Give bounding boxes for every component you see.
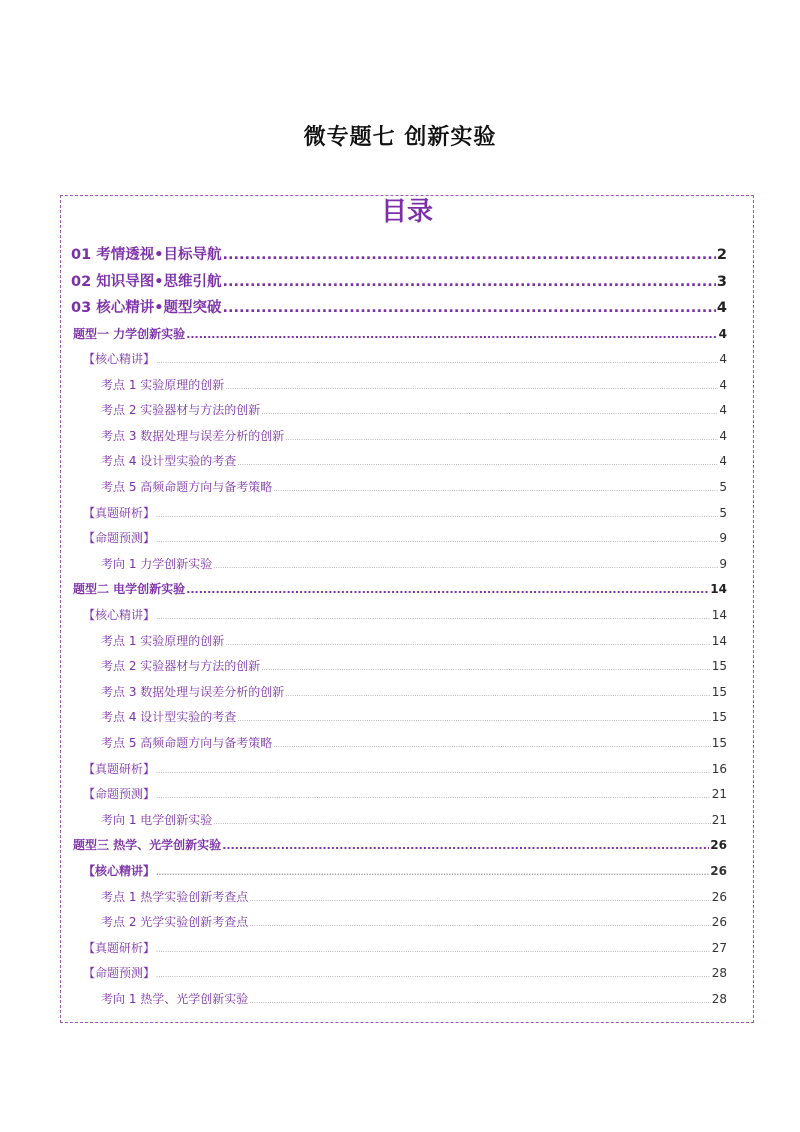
- toc-leader-dots: [237, 451, 718, 477]
- toc-entry-text: 【真题研析】: [83, 505, 156, 520]
- toc-entry[interactable]: [61, 373, 753, 399]
- toc-page-number: 4: [719, 352, 727, 367]
- toc-entry[interactable]: [61, 526, 753, 552]
- toc-leader-dots: [156, 784, 711, 810]
- toc-page-number: 21: [711, 812, 727, 827]
- toc-page-number: 15: [711, 684, 727, 699]
- toc-page-number: 26: [711, 915, 727, 930]
- toc-page-number: 4: [719, 377, 727, 392]
- toc-entry-text: 考点 2 实验器材与方法的创新: [101, 659, 261, 674]
- toc-entry-text: 考点 3 数据处理与误差分析的创新: [101, 428, 285, 443]
- toc-leader-dots: [213, 554, 718, 580]
- toc-page-number: 9: [719, 531, 727, 546]
- toc-page-number: 4: [719, 454, 727, 469]
- toc-leader-dots: [186, 322, 717, 348]
- document-title: 微专题七 创新实验: [303, 125, 497, 150]
- toc-entry-text: 考向 1 力学创新实验: [101, 556, 213, 571]
- toc-heading: 目录: [380, 197, 433, 227]
- toc-leader-dots: [261, 400, 718, 426]
- toc-leader-dots: [225, 375, 718, 401]
- toc-entry[interactable]: [61, 987, 753, 1013]
- toc-entry[interactable]: [61, 680, 753, 706]
- toc-entry-text: 【核心精讲】: [83, 863, 156, 878]
- toc-leader-dots: [156, 349, 718, 375]
- toc-page-number: 4: [718, 326, 727, 341]
- toc-leader-dots: [156, 528, 718, 554]
- toc-entry-text: 【命题预测】: [83, 966, 156, 981]
- toc-page-number: 15: [711, 659, 727, 674]
- table-of-contents: [60, 195, 754, 1023]
- toc-page-number: 26: [711, 889, 727, 904]
- toc-page-number: 16: [711, 761, 727, 776]
- toc-page-number: 3: [716, 273, 727, 290]
- toc-leader-dots: [156, 938, 711, 964]
- toc-entry[interactable]: [61, 731, 753, 757]
- toc-leader-dots: [261, 656, 710, 682]
- toc-entry-text: 题型一 力学创新实验: [73, 326, 186, 341]
- toc-page-number: 9: [719, 556, 727, 571]
- toc-entry[interactable]: [61, 322, 753, 348]
- toc-entry[interactable]: [61, 552, 753, 578]
- toc-leader-dots: [186, 577, 709, 603]
- toc-page-number: 4: [719, 428, 727, 443]
- toc-page-number: 28: [711, 991, 727, 1006]
- toc-entry[interactable]: [61, 910, 753, 936]
- toc-entry-text: 01 考情透视•目标导航: [71, 247, 222, 263]
- toc-leader-dots: [223, 269, 716, 296]
- toc-leader-dots: [249, 887, 710, 913]
- toc-page-number: 14: [711, 633, 727, 648]
- toc-entry-text: 考点 5 高频命题方向与备考策略: [101, 736, 273, 750]
- toc-page-number: 26: [710, 863, 727, 878]
- toc-page-number: 27: [711, 940, 727, 955]
- toc-entry[interactable]: [61, 347, 753, 373]
- toc-leader-dots: [285, 426, 718, 452]
- toc-entry-text: 考点 1 实验原理的创新: [101, 633, 225, 648]
- toc-entry-text: 考点 4 设计型实验的考查: [101, 710, 237, 725]
- toc-leader-dots: [156, 963, 711, 989]
- toc-entry[interactable]: [61, 269, 753, 296]
- toc-entry[interactable]: [61, 936, 753, 962]
- toc-entry-text: 【命题预测】: [83, 787, 156, 802]
- toc-entry-text: 03 核心精讲•题型突破: [71, 300, 222, 316]
- toc-entry-text: 题型三 热学、光学创新实验: [73, 838, 222, 853]
- toc-entry-text: 【核心精讲】: [83, 352, 156, 367]
- toc-entry-text: 【核心精讲】: [83, 608, 156, 623]
- toc-page-number: 14: [710, 582, 727, 597]
- toc-entry[interactable]: [61, 475, 753, 501]
- toc-entry[interactable]: [61, 424, 753, 450]
- toc-leader-dots: [285, 682, 710, 708]
- toc-entry-text: 考点 1 热学实验创新考查点: [101, 889, 249, 904]
- toc-entry[interactable]: [61, 501, 753, 527]
- toc-leader-dots: [156, 605, 711, 631]
- toc-list: [61, 242, 753, 1013]
- toc-leader-dots: [213, 810, 710, 836]
- toc-entry-text: 考点 1 实验原理的创新: [101, 377, 225, 392]
- toc-entry[interactable]: [61, 757, 753, 783]
- toc-leader-dots: [249, 912, 710, 938]
- toc-page-number: 21: [711, 787, 727, 802]
- toc-page-number: 14: [711, 608, 727, 623]
- toc-entry[interactable]: [61, 398, 753, 424]
- toc-entry-text: 考向 1 热学、光学创新实验: [101, 991, 249, 1006]
- toc-entry[interactable]: [61, 833, 753, 859]
- toc-page-number: 2: [716, 247, 727, 263]
- toc-entry[interactable]: [61, 885, 753, 911]
- toc-entry-text: 考点 4 设计型实验的考查: [101, 454, 237, 469]
- toc-page-number: 28: [711, 966, 727, 981]
- toc-leader-dots: [222, 833, 709, 859]
- toc-entry[interactable]: [61, 961, 753, 987]
- toc-entry-text: 考点 2 光学实验创新考查点: [101, 915, 249, 930]
- toc-entry[interactable]: [61, 629, 753, 655]
- toc-entry[interactable]: [61, 242, 753, 269]
- toc-entry-text: 考点 5 高频命题方向与备考策略: [101, 480, 273, 495]
- toc-entry[interactable]: [61, 808, 753, 834]
- toc-leader-dots: [156, 861, 709, 887]
- toc-leader-dots: [273, 733, 710, 759]
- toc-page-number: 15: [711, 710, 727, 725]
- toc-entry-text: 【命题预测】: [83, 531, 156, 546]
- toc-leader-dots: [156, 503, 718, 529]
- toc-entry-text: 【真题研析】: [83, 940, 156, 955]
- toc-entry[interactable]: [61, 577, 753, 603]
- toc-leader-dots: [237, 707, 710, 733]
- toc-leader-dots: [249, 989, 710, 1015]
- toc-entry-text: 考向 1 电学创新实验: [101, 812, 213, 827]
- toc-entry-text: 题型二 电学创新实验: [73, 582, 186, 597]
- toc-page-number: 4: [716, 300, 727, 316]
- toc-entry-text: 02 知识导图•思维引航: [71, 273, 222, 290]
- toc-page-number: 26: [710, 838, 727, 853]
- toc-entry[interactable]: [61, 859, 753, 885]
- toc-entry-text: 考点 2 实验器材与方法的创新: [101, 403, 261, 418]
- toc-page-number: 15: [711, 736, 727, 750]
- toc-entry[interactable]: [61, 449, 753, 475]
- toc-leader-dots: [273, 477, 718, 503]
- toc-page-number: 5: [719, 480, 727, 495]
- toc-entry[interactable]: [61, 705, 753, 731]
- toc-entry-text: 考点 3 数据处理与误差分析的创新: [101, 684, 285, 699]
- toc-page-number: 4: [719, 403, 727, 418]
- toc-leader-dots: [223, 242, 716, 269]
- toc-entry[interactable]: [61, 603, 753, 629]
- toc-leader-dots: [156, 759, 711, 785]
- toc-entry[interactable]: [61, 782, 753, 808]
- toc-entry[interactable]: [61, 295, 753, 322]
- toc-entry-text: 【真题研析】: [83, 761, 156, 776]
- toc-leader-dots: [223, 295, 716, 322]
- toc-entry[interactable]: [61, 654, 753, 680]
- toc-leader-dots: [225, 631, 710, 657]
- toc-page-number: 5: [719, 505, 727, 520]
